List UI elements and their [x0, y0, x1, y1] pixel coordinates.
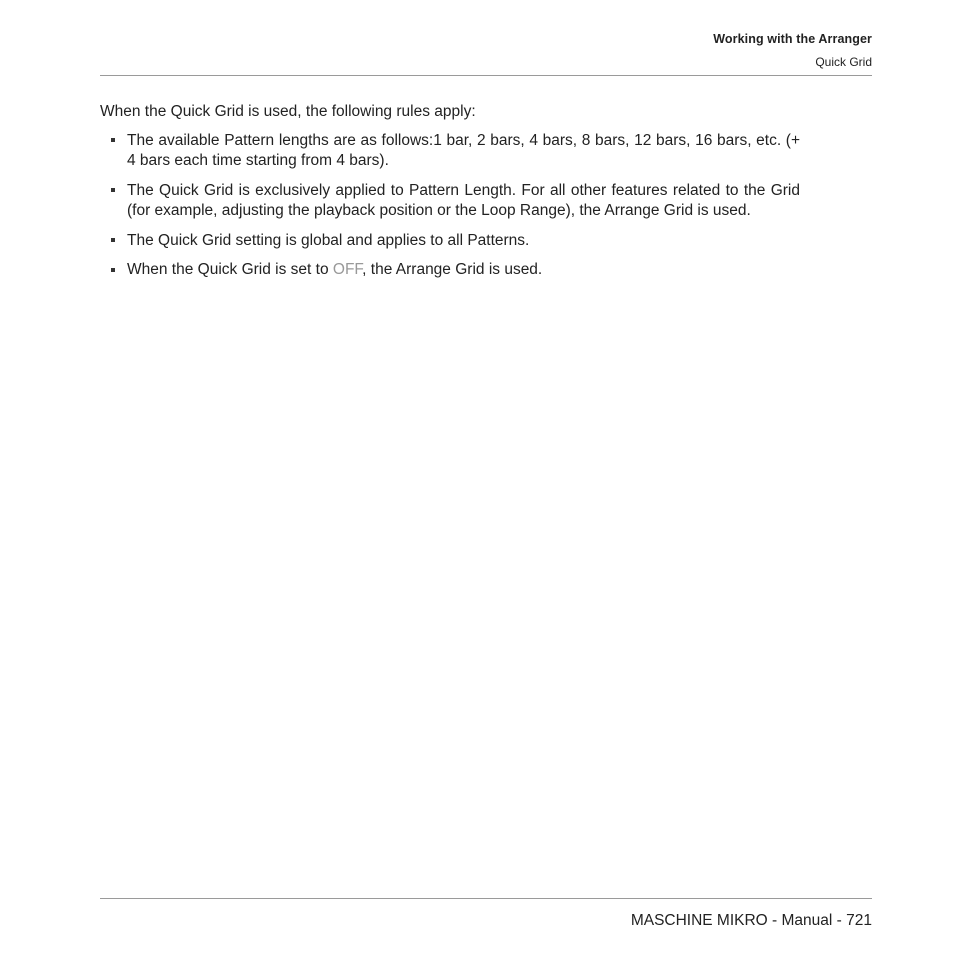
page-header: [100, 30, 872, 71]
list-item-text: The available Pattern lengths are as follows:1 bar, 2 bars, 4 bars, 8 bars, 12 bars, 16 bars, etc. (+ 4 bars each time starting from 4 bars).: [127, 131, 800, 169]
chapter-title: Working with the Arranger: [713, 32, 872, 46]
footer-divider: [100, 898, 872, 899]
list-item-text-after: , the Arrange Grid is used.: [362, 261, 543, 278]
bullet-icon: [111, 268, 115, 272]
intro-paragraph: When the Quick Grid is used, the following rules apply:: [100, 103, 476, 120]
page-number-label: MASCHINE MIKRO - Manual - 721: [630, 912, 872, 929]
bullet-icon: [111, 188, 115, 192]
off-value-label: OFF: [332, 261, 363, 278]
list-item: [100, 260, 800, 281]
list-item: [100, 181, 800, 222]
header-divider: [100, 75, 872, 76]
list-item: [100, 231, 800, 252]
list-item-text-before: When the Quick Grid is set to: [127, 261, 333, 278]
list-item-text: The Quick Grid is exclusively applied to Pattern Length. For all other features related to the Grid (for example, adjusting the playback position or the Loop Range), the Arrange Grid is used.: [127, 181, 800, 219]
bullet-icon: [111, 238, 115, 242]
page-footer: [100, 911, 872, 931]
page-content: [100, 102, 800, 290]
list-item-text: The Quick Grid setting is global and applies to all Patterns.: [127, 231, 530, 249]
list-item: [100, 131, 800, 172]
section-title: Quick Grid: [815, 55, 872, 69]
rules-list: [100, 131, 800, 281]
bullet-icon: [111, 138, 115, 142]
